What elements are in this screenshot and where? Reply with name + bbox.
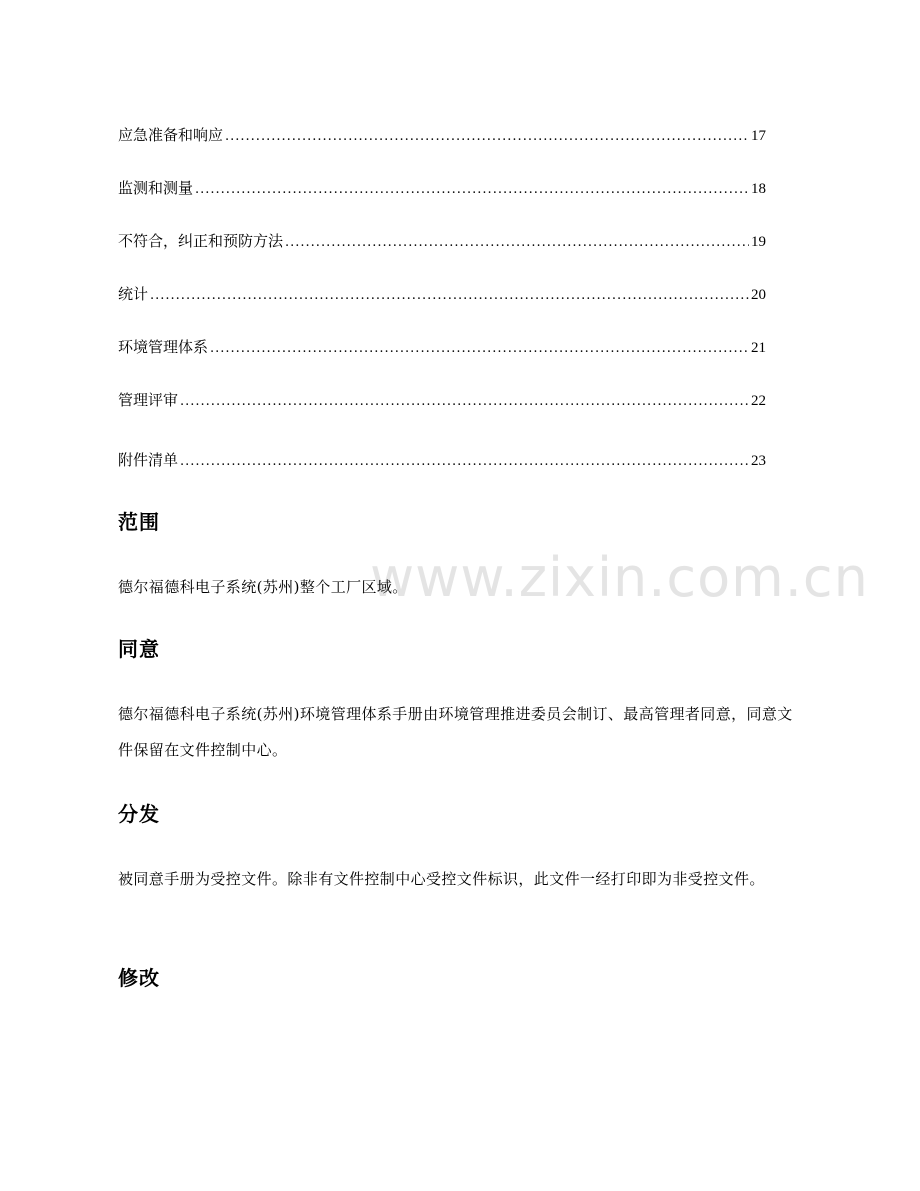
toc-leader-dots	[195, 176, 749, 204]
toc-entry[interactable]	[118, 333, 766, 361]
toc-entry-label: 应急准备和响应	[118, 126, 224, 144]
section-heading-approval: 同意	[118, 637, 160, 661]
section-heading-revision: 修改	[118, 966, 160, 990]
toc-entry-page: 21	[751, 340, 766, 356]
toc-leader-dots	[225, 123, 749, 151]
toc-entry-page: 23	[751, 453, 766, 469]
toc-leader-dots	[150, 282, 749, 310]
toc-leader-dots	[285, 229, 749, 257]
section-heading-distribution: 分发	[118, 802, 160, 826]
toc-entry-label: 统计	[118, 285, 149, 303]
toc-entry[interactable]	[118, 121, 766, 149]
toc-entry[interactable]	[118, 227, 766, 255]
section-heading-scope: 范围	[118, 510, 160, 534]
watermark: www.zixin.com.cn	[370, 546, 869, 609]
toc-entry-page: 17	[751, 128, 766, 144]
section-text-approval: 德尔福德科电子系统(苏州)环境管理体系手册由环境管理推进委员会制订、最高管理者同意，同意文件保留在文件控制中心。	[118, 705, 793, 759]
toc-entry[interactable]	[118, 174, 766, 202]
toc-entry-label: 监测和测量	[118, 179, 194, 197]
toc-leader-dots	[180, 388, 749, 416]
toc-entry[interactable]	[118, 386, 766, 414]
toc-entry-page: 22	[751, 393, 766, 409]
toc-entry-page: 19	[751, 234, 766, 250]
toc-entry-page: 20	[751, 287, 766, 303]
toc-entry[interactable]	[118, 280, 766, 308]
toc-entry-label: 管理评审	[118, 391, 179, 409]
toc-leader-dots	[180, 448, 749, 476]
toc-entry-page: 18	[751, 181, 766, 197]
section-text-scope: 德尔福德科电子系统(苏州)整个工厂区域。	[118, 578, 408, 596]
toc-entry-label: 环境管理体系	[118, 338, 209, 356]
toc-entry-label: 附件清单	[118, 451, 179, 469]
toc-entry-label: 不符合，纠正和预防方法	[118, 232, 284, 250]
section-text-distribution: 被同意手册为受控文件。除非有文件控制中心受控文件标识，此文件一经打印即为非受控文件。	[118, 870, 765, 888]
toc-leader-dots	[210, 335, 749, 363]
toc-entry[interactable]	[118, 446, 766, 474]
